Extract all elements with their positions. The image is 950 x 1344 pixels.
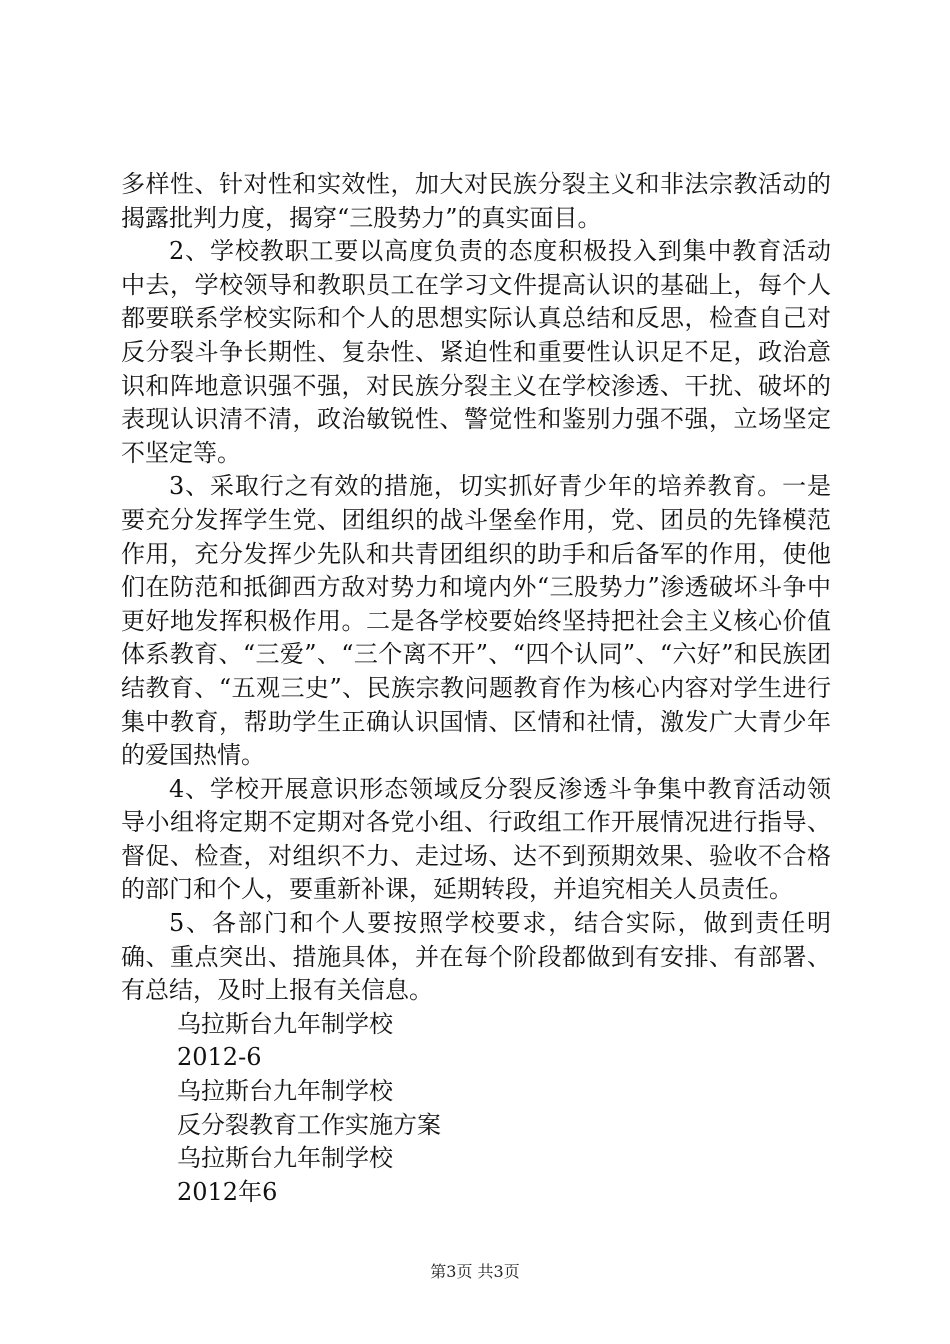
document-body	[121, 168, 831, 1209]
signature-date: 2012-6	[177, 1043, 262, 1072]
paragraph-item-2: 2、学校教职工要以高度负责的态度积极投入到集中教育活动中去，学校领导和教职员工在学习文件提高认识的基础上，每个人都要联系学校实际和个人的思想实际认真总结和反思，检查自己对反分裂斗争长期性、复杂性、紧迫性和重要性认识足不足，政治意识和阵地意识强不强，对民族分裂主义在学校渗透、干扰、破坏的表现认识清不清，政治敏锐性、警觉性和鉴别力强不强，立场坚定不坚定等。	[121, 237, 831, 467]
page-number-footer: 第3页 共3页	[430, 1262, 520, 1281]
signature-school-name-repeat: 乌拉斯台九年制学校	[177, 1077, 393, 1106]
signature-school-name-final: 乌拉斯台九年制学校	[177, 1144, 393, 1173]
paragraph-continuation: 多样性、针对性和实效性，加大对民族分裂主义和非法宗教活动的揭露批判力度，揭穿“三股势力”的真实面目。	[121, 170, 831, 232]
paragraph-item-3: 3、采取行之有效的措施，切实抓好青少年的培养教育。一是要充分发挥学生党、团组织的战斗堡垒作用，党、团员的先锋模范作用，充分发挥少先队和共青团组织的助手和后备军的作用，使他们在防范和抵御西方敌对势力和境内外“三股势力”渗透破坏斗争中更好地发挥积极作用。二是各学校要始终坚持把社会主义核心价值体系教育、“三爱”、“三个离不开”、“四个认同”、“六好”和民族团结教育、“五观三史”、民族宗教问题教育作为核心内容对学生进行集中教育，帮助学生正确认识国情、区情和社情，激发广大青少年的爱国热情。	[121, 472, 831, 770]
signature-school-name: 乌拉斯台九年制学校	[177, 1009, 393, 1038]
paragraph-item-5: 5、各部门和个人要按照学校要求，结合实际，做到责任明确、重点突出、措施具体，并在每个阶段都做到有安排、有部署、有总结，及时上报有关信息。	[121, 909, 831, 1005]
signature-date-final: 2012年6	[177, 1177, 278, 1206]
document-title-line: 反分裂教育工作实施方案	[177, 1110, 441, 1139]
paragraph-item-4: 4、学校开展意识形态领域反分裂反渗透斗争集中教育活动领导小组将定期不定期对各党小组、行政组工作开展情况进行指导、督促、检查，对组织不力、走过场、达不到预期效果、验收不合格的部门和个人，要重新补课，延期转段，并追究相关人员责任。	[121, 774, 831, 904]
